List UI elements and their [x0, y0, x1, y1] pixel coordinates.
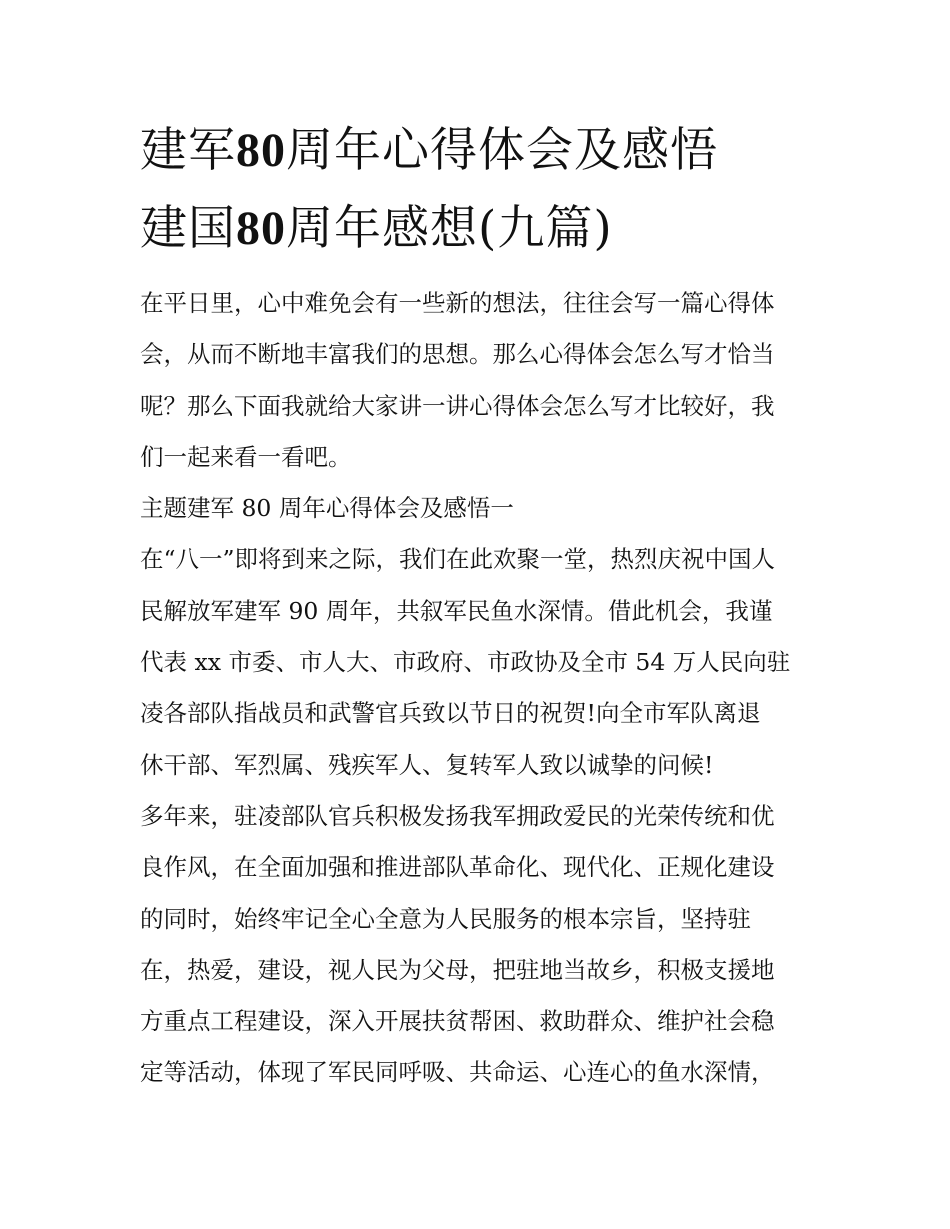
title-line-2 — [140, 190, 860, 268]
title-text: 建国 — [140, 201, 236, 256]
title-number: 80 — [236, 202, 286, 255]
text-line: 民解放军建军 90 周年，共叙军民鱼水深情。借此机会，我谨 — [140, 596, 773, 625]
title-text: 建军 — [140, 123, 236, 178]
text-line: 凌各部队指战员和武警官兵致以节日的祝贺!向全市军队离退 — [140, 699, 761, 728]
title-text: 周年感想(九篇) — [286, 201, 613, 256]
text-line: 方重点工程建设，深入开展扶贫帮困、救助群众、维护社会稳 — [140, 1007, 775, 1036]
text-line: 在平日里，心中难免会有一些新的想法，往往会写一篇心得体 — [140, 289, 775, 317]
text-line: 在“八一”即将到来之际，我们在此欢聚一堂，热烈庆祝中国人 — [140, 545, 776, 574]
text-line: 会，从而不断地丰富我们的思想。那么心得体会怎么写才恰当 — [140, 340, 775, 369]
text-line: 定等活动，体现了军民同呼吸、共命运、心连心的鱼水深情， — [140, 1058, 775, 1087]
text-line: 呢？那么下面我就给大家讲一讲心得体会怎么写才比较好，我 — [140, 391, 775, 420]
title-text: 周年心得体会及感悟 — [286, 123, 718, 178]
text-line: 们一起来看一看吧。 — [140, 442, 352, 471]
title-number: 80 — [236, 124, 286, 177]
text-line: 的同时，始终牢记全心全意为人民服务的根本宗旨，坚持驻 — [140, 904, 751, 933]
document-title — [140, 112, 860, 268]
text-line: 休干部、军烈属、残疾军人、复转军人致以诚挚的问候! — [140, 750, 714, 779]
title-line-1 — [140, 112, 860, 190]
text-line: 多年来，驻凌部队官兵积极发扬我军拥政爱民的光荣传统和优 — [140, 801, 775, 830]
section-heading: 主题建军 80 周年心得体会及感悟一 — [140, 494, 514, 523]
text-line: 在，热爱，建设，视人民为父母，把驻地当故乡，积极支援地 — [140, 955, 775, 984]
text-line: 良作风，在全面加强和推进部队革命化、现代化、正规化建设 — [140, 853, 775, 882]
document-body — [140, 278, 830, 1099]
text-line: 代表 xx 市委、市人大、市政府、市政协及全市 54 万人民向驻 — [140, 648, 791, 677]
